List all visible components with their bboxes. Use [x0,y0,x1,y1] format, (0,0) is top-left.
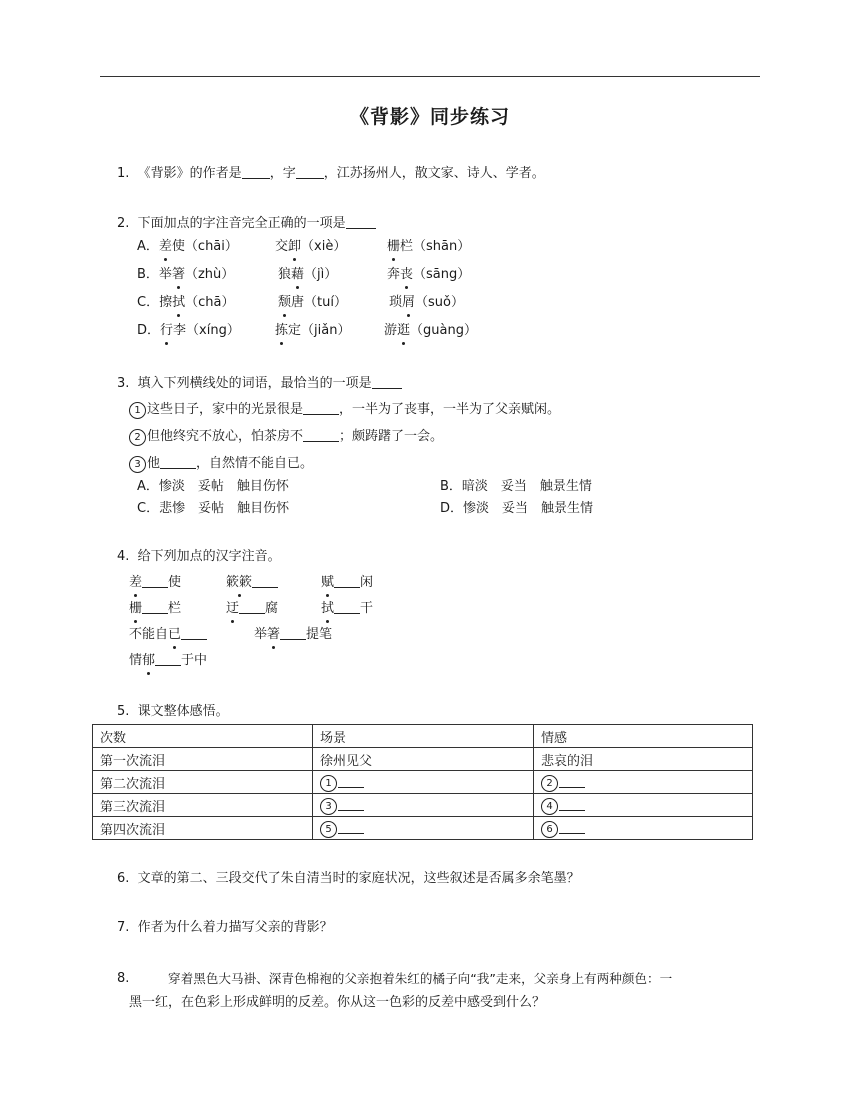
question-2-stem [117,214,376,233]
answer-blank[interactable] [142,599,168,614]
dotted-char: 拭 [321,601,335,616]
circled-number: 1 [320,775,337,792]
pinyin-item [226,599,278,618]
dotted-char: 已 [168,627,182,642]
pinyin-item [129,625,207,644]
option-a-word-3 [387,238,470,256]
page-title: 《背影》同步练习 [349,106,510,128]
sentence-text: 这些日子，家中的光景很是 [147,402,304,417]
option-b-word-2 [278,266,337,284]
dotted-char: 卸 [288,239,302,254]
pinyin-item [254,625,332,644]
table-row [93,771,753,794]
question-text: 《背影》的作者是 [137,166,242,181]
option-text: 栏（shān） [400,239,471,254]
table-cell [313,771,534,794]
answer-blank[interactable] [142,573,168,588]
answer-blank[interactable] [242,164,270,179]
option-text: （guàng） [410,323,477,338]
option-c: C．悲惨 妥帖 触目伤怀 [137,501,290,516]
option-a [137,238,238,256]
question-text: 作者为什么着力描写父亲的背影？ [137,920,333,935]
question-text: 填入下列横线处的词语，最恰当的一项是 [137,376,372,391]
answer-blank[interactable] [160,454,196,469]
dotted-char: 箸 [171,267,185,282]
option-d [137,322,240,340]
option-text: （xiè） [301,239,347,254]
option-label: A． [137,239,159,254]
table-cell: 第一次流泪 [93,748,313,771]
option-label: D． [137,323,161,338]
option-d-word-2 [275,322,350,340]
sentence-1 [129,400,560,419]
table-cell [534,771,753,794]
answer-blank[interactable] [296,164,324,179]
option-text: （zhù） [184,267,235,282]
option-text: 琐 [389,295,403,310]
question-8-number: 8. [117,971,130,986]
question-text: 下面加点的字注音完全正确的一项是 [137,216,346,231]
item-text: 使 [168,575,182,590]
circled-number: 1 [129,402,146,419]
table-row [93,748,753,771]
dotted-char: 行 [160,323,174,338]
dotted-char: 屑 [402,295,416,310]
question-text: ，字 [269,166,296,181]
option-b [137,266,234,284]
table-cell: 第三次流泪 [93,794,313,817]
option-a: A．惨淡 妥帖 触目伤怀 [137,479,289,494]
sentence-text: ，一半为了丧事，一半为了父亲赋闲。 [339,402,561,417]
table-header-row [93,725,753,748]
item-text: 不能自 [129,627,169,642]
answer-blank[interactable] [372,374,402,389]
pinyin-item [129,573,181,592]
option-text: 定（jiǎn） [288,323,351,338]
circled-number: 6 [541,821,558,838]
circled-number: 3 [320,798,337,815]
sentence-text: 但他终究不放心，怕茶房不 [147,429,304,444]
answer-blank[interactable] [303,427,339,442]
table-cell: 悲哀的泪 [534,748,753,771]
item-text: 举 [254,627,268,642]
item-text: 于中 [181,653,208,668]
option-text: 唐（tuí） [291,295,347,310]
question-6 [117,870,580,888]
dotted-char: 郁 [142,653,156,668]
answer-blank[interactable] [334,573,360,588]
option-text: （jì） [304,267,338,282]
option-label: C． [137,295,160,310]
summary-table [92,724,753,840]
table-cell: 第四次流泪 [93,817,313,840]
table-cell: 徐州见父 [313,748,534,771]
question-8-line-2: 黑一红，在色彩上形成鲜明的反差。你从这一色彩的反差中感受到什么？ [129,995,546,1010]
pinyin-item [321,573,373,592]
answer-blank[interactable] [346,214,376,229]
question-number: 7. [117,920,130,935]
dotted-char: 差 [129,575,143,590]
option-c-word-3 [389,294,464,312]
item-text: 情 [129,653,143,668]
dotted-char: 拭 [172,295,186,310]
question-number: 4. [117,549,130,564]
answer-blank[interactable] [338,796,364,811]
item-text: 提笔 [306,627,333,642]
dotted-char: 栅 [387,239,401,254]
answer-blank[interactable] [280,625,306,640]
item-text: 腐 [265,601,279,616]
table-header-cell: 次数 [93,725,313,748]
sentence-text: ，自然情不能自已。 [196,456,314,471]
circled-number: 5 [320,821,337,838]
pinyin-item [129,599,181,618]
answer-blank[interactable] [559,796,585,811]
table-header-cell: 场景 [313,725,534,748]
question-4-stem [117,548,281,566]
option-text: 李（xíng） [173,323,240,338]
dotted-char: 逛 [397,323,411,338]
table-cell [534,817,753,840]
question-text: 给下列加点的汉字注音。 [137,549,281,564]
item-text: 闲 [360,575,374,590]
option-text: （chā） [185,295,235,310]
answer-blank[interactable] [334,599,360,614]
answer-blank[interactable] [303,400,339,415]
sentence-3 [129,454,313,473]
dotted-char: 颓 [278,295,292,310]
circled-number: 3 [129,456,146,473]
option-c-word-2 [278,294,347,312]
answer-blank[interactable] [252,573,278,588]
circled-number: 2 [129,429,146,446]
question-number: 6. [117,871,130,886]
table-cell: 第二次流泪 [93,771,313,794]
option-text: 使（chāi） [171,239,238,254]
table-cell [313,817,534,840]
question-text: 文章的第二、三段交代了朱自清当时的家庭状况，这些叙述是否属多余笔墨？ [137,871,580,886]
table-cell [534,794,753,817]
option-text: 交 [275,239,289,254]
dotted-char: 箸 [267,627,281,642]
table-row [93,794,753,817]
dotted-char: 迂 [226,601,240,616]
option-b: B．暗淡 妥当 触景生情 [440,479,592,494]
question-text: 课文整体感悟。 [137,704,229,719]
dotted-char: 丧 [400,267,414,282]
option-c [137,294,234,312]
option-text: 擦 [159,295,173,310]
answer-blank[interactable] [559,773,585,788]
item-text: 栏 [168,601,182,616]
header-rule [100,76,760,77]
sentence-2 [129,427,443,446]
dotted-char: 栅 [129,601,143,616]
option-a-word-2 [275,238,346,256]
answer-blank[interactable] [239,599,265,614]
question-3-stem [117,374,402,393]
circled-number: 4 [541,798,558,815]
answer-blank[interactable] [181,625,207,640]
answer-blank[interactable] [559,819,585,834]
table-row [93,817,753,840]
question-number: 3. [117,376,130,391]
question-1 [117,164,545,183]
item-text: 干 [360,601,374,616]
sentence-text: ；颇踌躇了一会。 [339,429,444,444]
table-cell [313,794,534,817]
option-b-word-3 [387,266,470,284]
question-number: 5. [117,704,130,719]
option-d-word-3 [384,322,477,340]
sentence-text: 他 [147,456,161,471]
answer-blank[interactable] [155,651,181,666]
dotted-char: 差 [158,239,172,254]
dotted-char: 藉 [291,267,305,282]
option-text: （suǒ） [415,295,464,310]
option-d: D．惨淡 妥当 触景生情 [440,501,594,516]
answer-blank[interactable] [338,819,364,834]
option-text: 奔 [387,267,401,282]
option-text: （sāng） [413,267,471,282]
pinyin-item [321,599,373,618]
dotted-char: 赋 [321,575,335,590]
circled-number: 2 [541,775,558,792]
question-5-stem [117,703,229,721]
question-7 [117,919,333,937]
table-header-cell: 情感 [534,725,753,748]
question-number: 2. [117,216,130,231]
option-text: 举 [158,267,172,282]
answer-blank[interactable] [338,773,364,788]
option-text: 狼 [278,267,292,282]
dotted-char: 拣 [275,323,289,338]
question-number: 1. [117,166,130,181]
pinyin-item [129,651,207,670]
question-text: ，江苏扬州人，散文家、诗人、学者。 [323,166,545,181]
pinyin-item [226,573,278,592]
option-text: 游 [384,323,398,338]
option-label: B． [137,267,159,282]
question-8-line-1: 穿着黑色大马褂、深青色棉袍的父亲抱着朱红的橘子向“我”走来，父亲身上有两种颜色：一 [168,971,673,986]
dotted-char: 簌簌 [226,575,253,590]
